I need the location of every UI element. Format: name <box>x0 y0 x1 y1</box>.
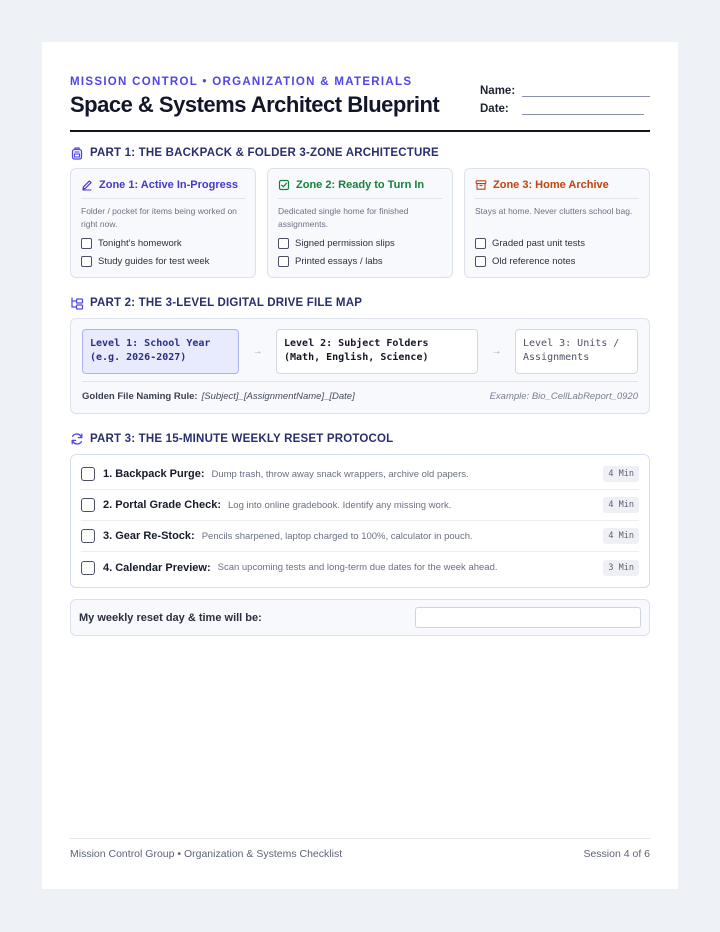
arrow-right-icon: → <box>252 346 263 357</box>
checkbox[interactable] <box>81 467 95 481</box>
footer-left: Mission Control Group • Organization & Systems Checklist <box>70 848 343 860</box>
task-label: 1. Backpack Purge: <box>103 468 205 480</box>
folder-tree-icon <box>70 296 84 310</box>
zone-title <box>475 179 639 199</box>
naming-rule-pattern: [Subject]_[AssignmentName]_[Date] <box>201 391 355 402</box>
zone-card <box>70 168 256 278</box>
zone-title-text: Zone 3: Home Archive <box>493 179 609 191</box>
time-badge: 4 Min <box>603 497 639 513</box>
drive-map-card <box>70 318 650 414</box>
part3-title: PART 3: THE 15-MINUTE WEEKLY RESET PROTOCOL <box>90 433 394 445</box>
zone-desc: Dedicated single home for finished assignments. <box>278 206 409 229</box>
worksheet-page <box>42 42 678 889</box>
reset-day-label: My weekly reset day & time will be: <box>79 611 262 624</box>
task-desc: Log into online gradebook. Identify any missing work. <box>228 499 452 511</box>
part1-title: PART 1: THE BACKPACK & FOLDER 3-ZONE ARCHITECTURE <box>90 147 439 159</box>
kicker: MISSION CONTROL • ORGANIZATION & MATERIALS <box>70 76 413 88</box>
part2-title: PART 2: THE 3-LEVEL DIGITAL DRIVE FILE MAP <box>90 297 363 309</box>
task-desc: Pencils sharpened, laptop charged to 100%, calculator in pouch. <box>201 530 473 542</box>
time-badge: 3 Min <box>603 560 639 576</box>
level-1-box <box>82 329 239 374</box>
zone-title-text: Zone 1: Active In-Progress <box>99 179 238 191</box>
checklist-label: Old reference notes <box>492 256 576 267</box>
zone-desc: Folder / pocket for items being worked on right now. <box>81 206 237 229</box>
refresh-icon <box>70 432 84 446</box>
task-desc: Dump trash, throw away snack wrappers, archive old papers. <box>211 468 469 480</box>
zones-grid <box>70 168 650 278</box>
archive-icon <box>475 179 487 191</box>
footer-session: Session 4 of 6 <box>583 848 650 860</box>
checklist-label: Study guides for test week <box>98 256 210 267</box>
checkbox[interactable] <box>81 256 92 267</box>
part2-heading <box>70 296 362 310</box>
checkbox[interactable] <box>81 238 92 249</box>
task-label: 4. Calendar Preview: <box>103 561 211 574</box>
task-row[interactable] <box>81 521 639 552</box>
time-badge: 4 Min <box>603 466 639 482</box>
task-desc: Scan upcoming tests and long-term due dates for the week ahead. <box>217 562 498 573</box>
zone-title-text: Zone 2: Ready to Turn In <box>296 179 425 191</box>
level-1-line2: (e.g. 2026-2027) <box>90 352 187 363</box>
time-badge: 4 Min <box>603 528 639 544</box>
checklist-item[interactable] <box>475 255 639 268</box>
zone-title <box>81 179 245 199</box>
task-row[interactable] <box>81 459 639 490</box>
level-3-box <box>515 329 638 374</box>
level-2-line1: Level 2: Subject Folders <box>284 338 429 349</box>
task-row[interactable] <box>81 552 639 583</box>
checkbox[interactable] <box>278 238 289 249</box>
backpack-icon <box>70 146 84 160</box>
pencil-icon <box>81 179 93 191</box>
reset-protocol-card <box>70 454 650 588</box>
naming-rule-label: Golden File Naming Rule: <box>82 391 198 402</box>
task-row[interactable] <box>81 490 639 521</box>
part3-heading <box>70 432 393 446</box>
level-3-line2: Assignments <box>523 352 590 363</box>
name-field[interactable] <box>522 85 650 97</box>
checklist-item[interactable] <box>81 255 245 268</box>
checklist-item[interactable] <box>81 237 245 250</box>
page-title: Space & Systems Architect Blueprint <box>70 92 440 117</box>
checkbox[interactable] <box>81 498 95 512</box>
checkbox[interactable] <box>475 238 486 249</box>
date-row <box>480 97 650 115</box>
task-label: 3. Gear Re-Stock: <box>103 530 195 542</box>
date-label: Date: <box>480 103 509 115</box>
arrow-right-icon: → <box>491 346 502 357</box>
level-1-line1: Level 1: School Year <box>90 338 211 349</box>
checkbox[interactable] <box>475 256 486 267</box>
level-2-line2: (Math, English, Science) <box>284 352 429 363</box>
name-label: Name: <box>480 85 516 97</box>
checkbox[interactable] <box>278 256 289 267</box>
checkbox[interactable] <box>81 529 95 543</box>
level-2-box <box>276 329 478 374</box>
reset-day-row <box>70 599 650 636</box>
checklist-item[interactable] <box>475 237 639 250</box>
reset-day-input[interactable] <box>415 607 641 628</box>
zone-card <box>464 168 650 278</box>
drive-levels <box>82 329 638 374</box>
name-row <box>480 79 650 97</box>
checklist-item[interactable] <box>278 255 442 268</box>
naming-rule-example: Example: Bio_CellLabReport_0920 <box>489 391 638 402</box>
check-square-icon <box>278 179 290 191</box>
checklist-label: Tonight's homework <box>98 238 182 249</box>
zone-card <box>267 168 453 278</box>
level-3-line1: Level 3: Units / <box>523 338 620 349</box>
checklist-label: Graded past unit tests <box>492 238 585 249</box>
checkbox[interactable] <box>81 561 95 575</box>
checklist-label: Signed permission slips <box>295 238 395 249</box>
checklist-item[interactable] <box>278 237 442 250</box>
zone-desc: Stays at home. Never clutters school bag. <box>475 206 633 216</box>
date-field[interactable] <box>522 103 644 115</box>
header <box>70 74 650 132</box>
checklist-label: Printed essays / labs <box>295 256 383 267</box>
name-date-block <box>480 79 650 115</box>
part1-heading <box>70 146 439 160</box>
naming-rule-row <box>82 381 638 402</box>
task-label: 2. Portal Grade Check: <box>103 499 221 511</box>
zone-title <box>278 179 442 199</box>
footer <box>70 838 650 860</box>
